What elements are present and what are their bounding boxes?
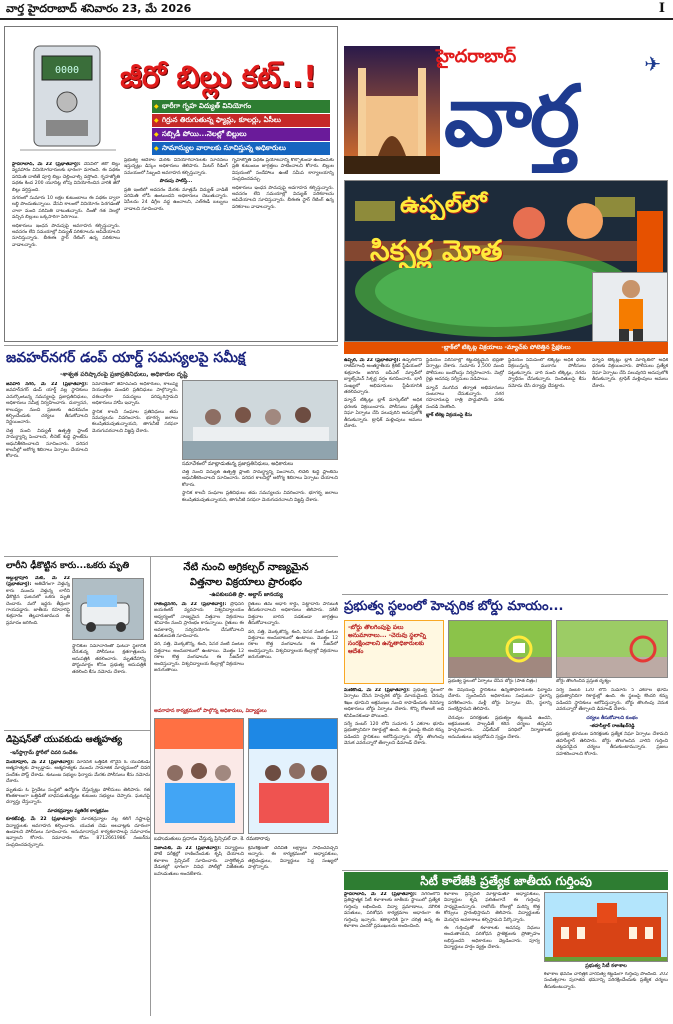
masthead [344, 44, 667, 176]
paragraph: రైతులు తమ ఆధార్ కార్డు, పట్టాదారు పాస్‌బుక్ తీసుకురావాలని అధికారులు తెలిపారు. నకిలీ విత్తనాల బారిన పడకుండా జాగ్రత్తలు తీసుకోవాలన్నారు. [248, 602, 338, 627]
paragraph: మాదకద్రవ్యాల వల్ల కలిగే నష్టాలపై విద్యార్థులకు అవగాహన కల్పించారు. యువత చెడు అలవాట్లకు దూరంగా ఉండాలని పోలీసులు సూచించారు. అనుమానాస్పద కార్యకలాపాలపై సమాచారం ఇవ్వాలని కోరారు. సమాచారం కోసం 8712661986 నంబర్‌ను సంప్రదించవచ్చన్నారు. [6, 817, 150, 848]
city-college-col-1 [344, 892, 440, 1018]
paragraph: అధికారులు ఇంధన పొదుపుపై అవగాహన కల్పిస్తున్నారు. అవసరం లేని సమయాల్లో విద్యుత్ పరికరాలను ఆపివేయాలని సూచిస్తున్నారు. బీఈఈ స్టార్ రేటింగ్ ఉన్న పరికరాలు వాడాలన్నారు. [12, 223, 120, 248]
training-deck: -ఉపకులపతి ప్రొ. అల్దాస్ జానయ్య [209, 592, 283, 598]
zero-bill-col-2 [124, 158, 228, 312]
warning-deck: -బోర్డు తొలగింపుపై పలు అనుమానాలు... -చెరువు స్థలాన్ని సంరక్షించాలని ఉన్నతాధికారులకు ఆదేశం [348, 624, 426, 655]
paragraph: స్థానిక కాలనీ సంఘాల ప్రతినిధులు తమ సమస్యలను వివరించారు. భూగర్భ జలాలు కలుషితమవుతున్నాయని, తాగునీటి సరఫరా మెరుగుపరచాలని విజ్ఞప్తి చేశారు. [92, 409, 178, 434]
warning-col-1 [344, 688, 444, 868]
paragraph: మ్యాచ్ టిక్కెట్లు బ్లాక్ మార్కెట్‌లో అధిక ధరలకు విక్రయించారు. పోలీసులు ప్రత్యేక నిఘా ఏర్పాటు చేసి పలువురిని అదుపులోకి తీసుకున్నారు. ట్రాఫిక్ మళ్లింపులు అమలు చేశారు. [592, 358, 668, 389]
paragraph: ప్రభుత్వ భూముల పరిరక్షణకు ప్రత్యేక నిఘా ఏర్పాటు చేశామని తహసీల్దార్ తెలిపారు. బోర్డు తొలగించిన వారిని గుర్తించి చట్టపరమైన చర్యలు తీసుకుంటామన్నారు. ప్రజలు సహకరించాలని కోరారు. [556, 732, 668, 757]
lorry-col-1 [6, 576, 70, 728]
paragraph: స్టేడియం సమీపంలో టిక్కెట్లు అధిక ధరకు విక్రయిస్తున్న ముఠాను పోలీసులు పట్టుకున్నారు. వారి నుంచి టిక్కెట్లు, నగదు స్వాధీనం చేసుకున్నారు. నిందితులపై కేసు నమోదు చేసి దర్యాప్తు చేపట్టారు. [508, 358, 586, 389]
photo-caption: బోర్డు తొలగించిన ప్రస్తుత దృశ్యం [556, 679, 611, 684]
paragraph: విద్యార్థులు పోటీ పరీక్షల్లో రాణించేందుకు కృషి చేయాలని కళాశాల ప్రిన్సిపల్ సూచించారు. వార్షికోత్సవ వేడుకల్లో భాగంగా వివిధ పోటీల్లో విజేతలకు బహుమతులు అందజేశారు. [154, 846, 244, 877]
paragraph: ప్రతి ఇంటిలో అవసరం మేరకు మాత్రమే విద్యుత్ వాడితే పరిమితి లోపే ఉంటుందని అధికారులు చెబుతున్నారు. ఏసీలను 24 డిగ్రీల వద్ద ఉంచాలని, ఎల్‌ఈడీ బల్బులు వాడాలని సూచించారు. [124, 187, 228, 212]
bird-logo-icon: ✈ [644, 52, 661, 76]
jawahar-deck: -శాశ్వత పరిష్కారంపై ప్రజాప్రతినిధులు, అధికారుల దృష్టి [60, 371, 188, 378]
training-headline-2: విత్తనాల విక్రయాలు ప్రారంభం [189, 577, 303, 588]
training-col-3 [154, 846, 244, 1010]
paragraph: నగరంలోని ప్రతిష్ఠాత్మక సిటీ కళాశాలకు జాతీయ స్థాయిలో ప్రత్యేక గుర్తింపు లభించింది. విద్యా ప్రమాణాలు, మౌలిక వసతులు, పరిశోధన కార్యక్రమాల ఆధారంగా ఈ గుర్తింపు ఇచ్చారు. శతాబ్దానికి పైగా చరిత్ర ఉన్న ఈ కళాశాల ఎందరో ప్రముఖులను అందించింది. [344, 892, 440, 930]
uppal-col-3 [508, 358, 586, 590]
meeting-image [182, 380, 338, 460]
board-photo-old [448, 620, 552, 678]
paragraph: అతివేగంగా వెళ్తున్న కారు ముందు వెళ్తున్న లారీని ఢీకొట్టిన ఘటనలో ఒకరు మృతి చెందారు. మరో ఇద్దరు తీవ్రంగా గాయపడ్డారు. జాతీయ రహదారిపై శుక్రవారం తెల్లవారుజామున ఈ ప్రమాదం జరిగింది. [6, 582, 70, 626]
training-col-4 [248, 846, 338, 1010]
paragraph: కళాశాల ప్రిన్సిపల్ మాట్లాడుతూ అధ్యాపకులు, విద్యార్థుల కృషి ఫలితంగానే ఈ గుర్తింపు సాధ్యమైందన్నారు. రాబోయే రోజుల్లో మరిన్ని కొత్త కోర్సులు ప్రారంభిస్తామని తెలిపారు. విద్యార్థులకు మెరుగైన అవకాశాలు కల్పిస్తామని పేర్కొన్నారు. [444, 892, 540, 923]
students-image-1 [154, 718, 244, 834]
students-image-2 [248, 718, 338, 834]
depression-col [6, 760, 150, 1010]
byline: ఉప్పల్, మే 22 (ప్రభాతవార్త): [344, 358, 401, 363]
accident-image [72, 578, 144, 640]
svg-text:0000: 0000 [54, 65, 80, 76]
paragraph: వరి, పత్తి, మొక్కజొన్న, కంది, పెసర వంటి పంటల విత్తనాలు అందుబాటులో ఉంటాయి. మొత్తం 12 రకాల కొత్త వంగడాలను ఈ సీజన్‌లో అందిస్తున్నారు. విశ్వవిద్యాలయ కేంద్రాల్లో విక్రయాలు జరుగుతాయి. [248, 629, 338, 661]
subheading: పొదుపు పాటిస్తే... [159, 179, 193, 185]
paragraph: చెరువుల పరిరక్షణకు ప్రభుత్వం కట్టుబడి ఉందని, ఆక్రమణలకు పాల్పడితే కఠిన చర్యలు తప్పవని హెచ్చరించారు. ఎఫ్‌టీఎల్ పరిధిలో నిర్మాణాలకు అనుమతులు ఇవ్వబోమని స్పష్టం చేశారు. [448, 715, 552, 740]
city-college-headline: సిటీ కాలేజీకి ప్రత్యేక జాతీయ గుర్తింపు [344, 872, 668, 890]
byline: హైదరాబాద్, మే 22 (ప్రభాతవార్త): [12, 162, 81, 167]
charminar-image [344, 46, 440, 174]
bullet-point-3: ◆ సబ్సిడీ పోయి...నెలల్లో బిల్లులు [152, 128, 330, 141]
paragraph: వేసవిలో జీరో బిల్లు వ్యవహారం వినియోగదారులకు భారంగా మారింది. ఈ పథకం పరిమితి దాటితే పూర్తి బిల్లు చెల్లించాల్సి వస్తోంది. గృహజ్యోతి పథకం కింద 200 యూనిట్ల లోపు వినియోగించిన వారికి జీరో బిల్లు వర్తిస్తుంది. [12, 162, 120, 193]
jawahar-headline: జవహర్‌నగర్ డంప్ యార్డ్ సమస్యలపై సమీక్ష [6, 350, 246, 366]
depression-headline: డిప్రెషన్‌తో యువకుడు ఆత్మహత్య [6, 735, 122, 745]
player-image [592, 272, 668, 342]
paragraph: సర్వే నంబర్ 120 లోని సుమారు 5 ఎకరాల భూమి ప్రభుత్వానిదిగా రికార్డుల్లో ఉంది. ఈ స్థలంపై కొందరి కన్ను పడిందని స్థానికులు ఆరోపిస్తున్నారు. బోర్డు తొలగింపు వెనుక ఎవరున్నారో తేల్చాలని డిమాండ్ చేశారు. [556, 688, 668, 713]
board-photo-new [556, 620, 668, 678]
uppal-col-1 [344, 358, 422, 590]
divider [4, 556, 338, 557]
page-header [0, 0, 673, 20]
paragraph: నగరంలో సుమారు 10 లక్షల కుటుంబాలు ఈ పథకం ద్వారా లబ్ధి పొందుతున్నాయి. వేసవి కాలంలో వినియోగం పెరగడంతో చాలా మంది పరిమితి దాటుతున్నారు. దీంతో గత నెలల్లో వచ్చిన బిల్లులు ఒక్కసారిగా పెరిగాయి. [12, 196, 120, 221]
uppal-headline-2: సిక్సర్ల మోత [370, 234, 503, 267]
header-dateline: వార్త హైదరాబాద్ శనివారం 23, మే 2026 [6, 2, 192, 15]
paragraph: ప్రొఫెసర్ జయశంకర్ వ్యవసాయ విశ్వవిద్యాలయం ఆధ్వర్యంలో నాణ్యమైన విత్తనాల విక్రయాలు శనివారం నుంచి ప్రారంభం కానున్నాయి. రైతులు ఈ అవకాశాన్ని సద్వినియోగం చేసుకోవాలని ఉపకులపతి సూచించారు. [154, 602, 244, 640]
paragraph: ఈ గుర్తింపుతో కళాశాలకు అదనపు నిధులు అందుతాయని, పరిశోధన ప్రాజెక్టులకు ప్రోత్సాహం లభిస్తుందని అధికారులు వెల్లడించారు. పూర్వ విద్యార్థులు హర్షం వ్యక్తం చేశారు. [444, 926, 540, 951]
byline: నిజాంపేట్, మే 22 (ప్రభాతవార్త): [154, 846, 221, 851]
jawahar-col-3 [182, 470, 338, 552]
byline: మణికొండ, మే 22 (ప్రభాతవార్త): [344, 688, 410, 693]
divider [342, 870, 668, 871]
uppal-col-4 [592, 358, 668, 590]
paragraph: కళాశాల భవనం చారిత్రక వారసత్వ కట్టడంగా గుర్తింపు పొందింది. 202 సంవత్సరాల పురాతన భవనాన్ని పరిరక్షించేందుకు ప్రత్యేక చర్యలు తీసుకుంటున్నారు. [544, 972, 668, 990]
paragraph: మ్యాచ్ ముగిసిన తర్వాత అభిమానులు సంబరాలు చేసుకున్నారు. నగర రహదారులపై రాత్రి పొద్దుపోయే వరకు సందడి నెలకొంది. [426, 385, 504, 410]
divider [4, 730, 150, 731]
uppal-col-2 [426, 358, 504, 590]
paragraph: సర్వే నంబర్ 120 లోని సుమారు 5 ఎకరాల భూమి ప్రభుత్వానిదిగా రికార్డుల్లో ఉంది. ఈ స్థలంపై కొందరి కన్ను పడిందని స్థానికులు ఆరోపిస్తున్నారు. బోర్డు తొలగింపు వెనుక ఎవరున్నారో తేల్చాలని డిమాండ్ చేశారు. [344, 722, 444, 747]
bullet-point-2: ◆ గిర్రున తిరుగుతున్న ఫ్యాన్లు, కూలర్లు, ఏసీలు [152, 114, 330, 127]
city-college-col-2 [444, 892, 540, 1018]
training-col-2 [248, 602, 338, 706]
bullet-point-1: ◆ భారీగా గృహ విద్యుత్ వినియోగం [152, 100, 330, 113]
warning-deck-box [344, 620, 444, 684]
subheading: చర్యలు తీసుకోవాలని కుంభం [586, 715, 638, 721]
photo-caption: ప్రభుత్వ స్థలంలో ఏర్పాటు చేసిన బోర్డు (పాత చిత్రం) [448, 679, 538, 684]
training-headline: నేటి నుంచి అగ్రికల్చర్ నాణ్యమైన [183, 562, 309, 573]
paragraph: క్రమశిక్షణతో చదివితే లక్ష్యాలు సాధించవచ్చని అన్నారు. ఈ కార్యక్రమంలో అధ్యాపకులు, తల్లిదండ్రులు, విద్యార్థులు పెద్ద సంఖ్యలో పాల్గొన్నారు. [248, 846, 338, 871]
byline: జవహర్ నగర్, మే 22 (ప్రభాతవార్త): [6, 382, 88, 387]
warning-col-3 [556, 688, 668, 868]
lorry-headline: లారీని ఢీకొట్టిన కారు...ఒకరు మృతి [6, 561, 130, 571]
divider [4, 345, 338, 346]
zero-bill-headline: జీరో బిల్లు కట్..! [120, 60, 317, 95]
byline: అబ్దుల్లాపూర్ మెట్, మే 22 (ప్రభాతవార్త): [6, 576, 70, 588]
paragraph: చెత్త నుంచి విద్యుత్ ఉత్పత్తి ప్లాంట్ సామర్థ్యాన్ని పెంచాలని, లీచెట్ శుద్ధి ప్లాంట్‌ను ఆధునికీకరించాలని సూచించారు. పరిసర కాలనీల్లో ఆరోగ్య శిబిరాలు ఏర్పాటు చేయాలని కోరారు. [6, 428, 88, 460]
masthead-logo: వార్త [444, 67, 578, 165]
warning-headline: ప్రభుత్వ స్థలంలో హెచ్చరిక బోర్డు మాయం... [344, 599, 564, 614]
paragraph: మ్యాచ్ టిక్కెట్లు బ్లాక్ మార్కెట్‌లో అధిక ధరలకు విక్రయించారు. పోలీసులు ప్రత్యేక నిఘా ఏర్పాటు చేసి పలువురిని అదుపులోకి తీసుకున్నారు. ట్రాఫిక్ మళ్లింపులు అమలు చేశారు. [344, 398, 422, 430]
subheading: మాదకద్రవ్యాల వ్యతిరేక కార్యక్రమం [47, 808, 109, 814]
jawahar-col-1 [6, 382, 88, 552]
divider [342, 594, 668, 595]
lorry-col-2 [72, 644, 146, 728]
paragraph: స్టేడియం పరిసరాల్లో కట్టుదిట్టమైన భద్రతా ఏర్పాట్లు చేశారు. సుమారు 2,500 మంది పోలీసులు బందోబస్తు నిర్వహించారు. మెట్రో రైళ్లు అదనపు సర్వీసులు నడిపాయి. [426, 358, 504, 383]
byline: రాజేంద్రనగర్, మే 22 (ప్రభాతవార్త): [154, 602, 227, 607]
subheading: బ్లాక్ టికెట్ల విక్రయంపై కేసు [426, 413, 473, 419]
paragraph: అధికారులు ఇంధన పొదుపుపై అవగాహన కల్పిస్తున్నారు. అవసరం లేని సమయాల్లో విద్యుత్ పరికరాలను ఆపివేయాలని సూచిస్తున్నారు. బీఈఈ స్టార్ రేటింగ్ ఉన్న పరికరాలు వాడాలన్నారు. [232, 185, 334, 210]
divider [150, 556, 151, 1016]
byline: -తహసీల్దార్ రాజశేఖర్‌రెడ్డి [589, 724, 635, 730]
paragraph: స్థానిక కాలనీ సంఘాల ప్రతినిధులు తమ సమస్యలను వివరించారు. భూగర్భ జలాలు కలుషితమవుతున్నాయని, తాగునీటి సరఫరా మెరుగుపరచాలని విజ్ఞప్తి చేశారు. [182, 491, 338, 503]
paragraph: స్థానికుల సమాచారంతో ఘటనా స్థలానికి చేరుకున్న పోలీసులు క్షతగాత్రులను ఆసుపత్రికి తరలించారు. మృతదేహాన్ని పోస్టుమార్టం కోసం ప్రభుత్వ ఆసుపత్రికి తరలించి కేసు నమోదు చేశారు. [72, 644, 146, 675]
paragraph: వరి, పత్తి, మొక్కజొన్న, కంది, పెసర వంటి పంటల విత్తనాలు అందుబాటులో ఉంటాయి. మొత్తం 12 రకాల కొత్త వంగడాలను ఈ సీజన్‌లో అందిస్తున్నారు. విశ్వవిద్యాలయ కేంద్రాల్లో విక్రయాలు జరుగుతాయి. [154, 642, 244, 674]
training-col-1 [154, 602, 244, 706]
bullet-point-4: ◆ సామాన్యుల వారాలకు సూచిస్తున్న అధికారులు [152, 142, 330, 155]
paragraph: జవహర్‌నగర్ డంప్ యార్డ్ వల్ల స్థానికులు ఎదుర్కొంటున్న సమస్యలపై ప్రజాప్రతినిధులు, అధికారులు సమీక్ష నిర్వహించారు. దుర్వాసన, కాలుష్యం నుంచి ప్రజలకు ఉపశమనం కల్పించేందుకు చర్యలు తీసుకోవాలని నిర్ణయించారు. [6, 388, 88, 426]
paragraph: సమావేశంలో జీహెచ్‌ఎంసీ అధికారులు, కాలుష్య నియంత్రణ మండలి ప్రతినిధులు పాల్గొన్నారు. దశలవారీగా సమస్యలు పరిష్కరిస్తామని అధికారులు హామీ ఇచ్చారు. [92, 382, 178, 407]
meter-image [12, 40, 124, 158]
jawahar-col-2 [92, 382, 178, 552]
masthead-city: హైదరాబాద్ [436, 46, 517, 67]
byline: కూకట్‌పల్లి, మే 22 (ప్రభాతవార్త): [6, 817, 77, 823]
paragraph: గృహజ్యోతి పథకం ప్రయోజనాన్ని కోల్పోకుండా ఉండేందుకు ప్రతి కుటుంబం జాగ్రత్తలు పాటించాలని కోరారు. బిల్లుల విషయంలో సందేహాలు ఉంటే సమీప కార్యాలయాన్ని సంప్రదించవచ్చు. [232, 158, 334, 183]
paragraph: చెత్త నుంచి విద్యుత్ ఉత్పత్తి ప్లాంట్ సామర్థ్యాన్ని పెంచాలని, లీచెట్ శుద్ధి ప్లాంట్‌ను ఆధునికీకరించాలని సూచించారు. పరిసర కాలనీల్లో ఆరోగ్య శిబిరాలు ఏర్పాటు చేయాలని కోరారు. [182, 470, 338, 488]
uppal-headline: ఉప్పల్‌లో [400, 190, 487, 218]
photo-caption: బహుమతులు ప్రదానం చేస్తున్న ప్రిన్సిపల్ డా. కె. రమణారావు [154, 836, 270, 842]
city-college-image [544, 892, 668, 962]
paragraph: ఉప్పల్‌లోని రాజీవ్‌గాంధీ అంతర్జాతీయ క్రికెట్ స్టేడియంలో శుక్రవారం జరిగిన ఐపీఎల్ మ్యాచ్‌లో బ్యాట్స్‌మెన్ సిక్సర్ల వర్షం కురిపించారు. భారీ సంఖ్యలో అభిమానులు స్టేడియానికి తరలివచ్చారు. [344, 358, 422, 396]
photo-caption: ప్రభుత్వ సిటీ కళాశాల [585, 963, 627, 969]
paragraph: మానసిక ఒత్తిడికి లోనైన ఓ యువకుడు ఆత్మహత్యకు పాల్పడ్డాడు. ఆత్మహత్యకు ముందు సామాజిక మాధ్యమంలో చివరి సందేశం పోస్ట్ చేశాడు. కుటుంబ సభ్యుల ఫిర్యాదు మేరకు పోలీసులు కేసు నమోదు చేశారు. [6, 760, 150, 785]
photo-caption: అవగాహన కార్యక్రమంలో పాల్గొన్న అధికారులు, విద్యార్థులు [154, 708, 267, 714]
paragraph: ఈ విషయంపై స్థానికులు ఉన్నతాధికారులకు ఫిర్యాదు చేశారు. స్పందించిన అధికారులు సంఘటనా స్థలాన్ని పరిశీలించారు. మళ్లీ బోర్డు ఏర్పాటు చేసి, స్థలాన్ని సంరక్షిస్తామని తెలిపారు. [448, 688, 552, 713]
byline: మియాపూర్, మే 22 (ప్రభాతవార్త): [6, 760, 74, 765]
city-college-col-3 [544, 972, 668, 1018]
paragraph: ప్రభుత్వ ఆదేశాల మేరకు వినియోగదారులకు సూచనలు ఇస్తున్నట్లు డిస్కం అధికారులు తెలిపారు. మీటర్ రీడింగ్ సమయంలో సిబ్బంది అవగాహన కల్పిస్తున్నారు. [124, 158, 228, 176]
zero-bill-col-3 [232, 158, 334, 312]
paragraph: మృతుడు ఓ ప్రైవేటు సంస్థలో ఉద్యోగం చేస్తున్నట్లు పోలీసులు తెలిపారు. గత కొంతకాలంగా ఒత్తిడితో బాధపడుతున్నట్లు కుటుంబ సభ్యులు చెప్పారు. ఘటనపై దర్యాప్తు చేస్తున్నారు. [6, 787, 150, 806]
byline: హైదరాబాద్, మే 22 (ప్రభాతవార్త): [344, 892, 417, 897]
warning-col-2 [448, 688, 552, 868]
page-number: I [658, 1, 665, 16]
paragraph: ప్రభుత్వ స్థలంలో ఏర్పాటు చేసిన హెచ్చరిక బోర్డు మాయమైంది. చెరువు శిఖం భూమిని ఆక్రమణల నుంచి కాపాడేందుకు రెవెన్యూ అధికారులు బోర్డు ఏర్పాటు చేశారు. కొన్ని రోజులకే అది కనిపించకుండా పోయింది. [344, 688, 444, 719]
zero-bill-col-1 [12, 162, 120, 312]
photo-caption: సమావేశంలో మాట్లాడుతున్న ప్రజాప్రతినిధులు, అధికారులు [182, 461, 294, 467]
depression-deck: -ఇన్‌స్టాగ్రామ్ స్టోరీలో చివరి సందేశం [10, 750, 78, 756]
uppal-caption-banner: -బ్లాక్‌లో టిక్కెట్ల విక్రయాలు -మ్యాచ్‌కు పోటెత్తిన ప్రేక్షకులు [344, 342, 668, 354]
